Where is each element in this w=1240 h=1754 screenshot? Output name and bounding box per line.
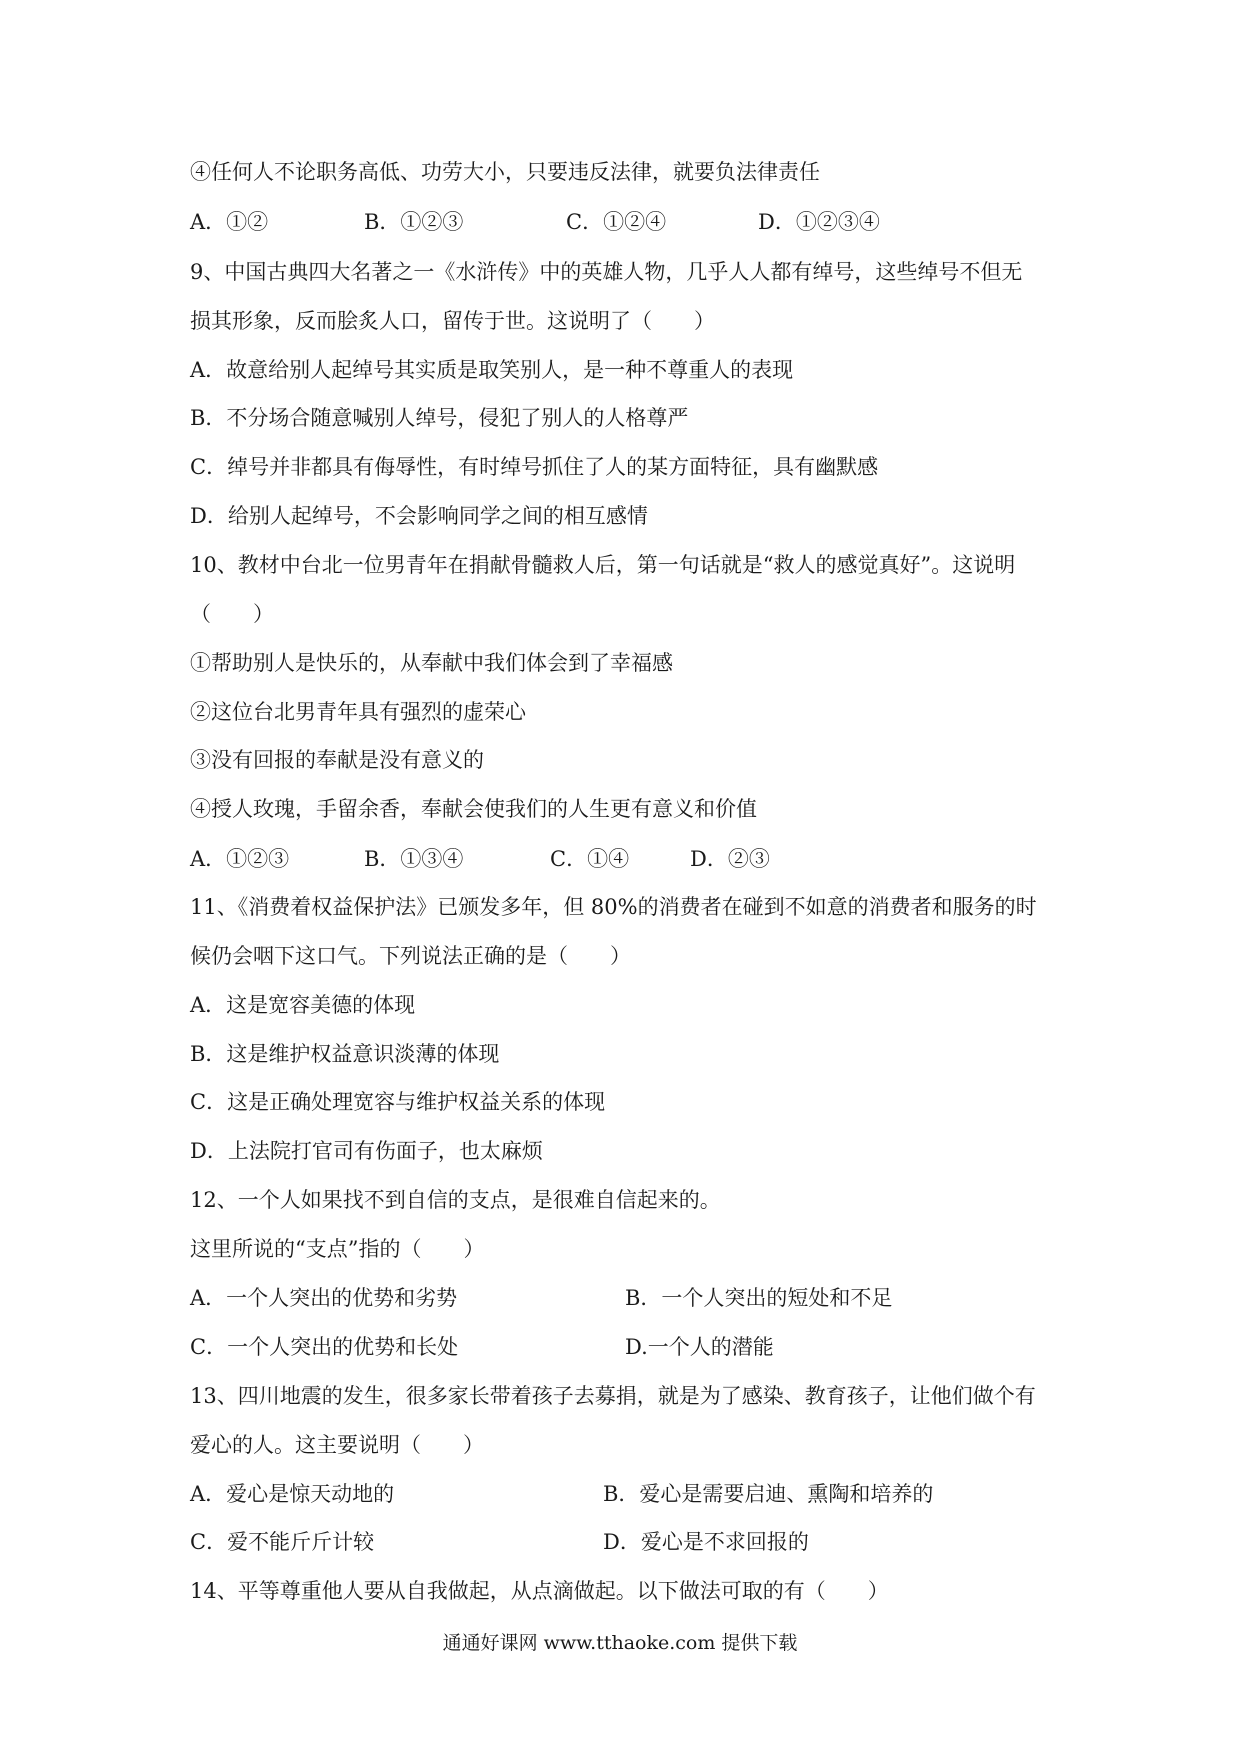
q10-item-2: ②这位台北男青年具有强烈的虚荣心: [190, 700, 526, 724]
page-footer: 通通好课网 www.tthaoke.com 提供下载: [442, 1632, 798, 1654]
q14-stem-line1: 14、平等尊重他人要从自我做起，从点滴做起。以下做法可取的有（ ）: [190, 1579, 889, 1603]
q8-option-a: A．①②: [190, 210, 269, 234]
q11-stem-line2: 候仍会咽下这口气。下列说法正确的是（ ）: [190, 944, 631, 968]
q8-option-c: C．①②④: [566, 210, 667, 234]
q10-option-b: B．①③④: [364, 847, 464, 871]
q12-stem-line2: 这里所说的“支点”指的（ ）: [190, 1237, 485, 1261]
q11-stem-line1: 11、《消费着权益保护法》已颁发多年，但 80%的消费者在碰到不如意的消费者和服务的时: [190, 895, 1037, 919]
q10-stem-line1: 10、教材中台北一位男青年在捐献骨髓救人后，第一句话就是“救人的感觉真好”。这说明: [190, 553, 1016, 577]
q10-item-3: ③没有回报的奉献是没有意义的: [190, 748, 484, 772]
q8-option-d: D．①②③④: [758, 210, 880, 234]
q9-option-a: A．故意给别人起绰号其实质是取笑别人，是一种不尊重人的表现: [190, 358, 794, 382]
q13-stem-line1: 13、四川地震的发生，很多家长带着孩子去募捐，就是为了感染、教育孩子，让他们做个有: [190, 1384, 1036, 1408]
q11-option-a: A．这是宽容美德的体现: [190, 993, 416, 1017]
q10-option-d: D．②③: [690, 847, 770, 871]
q11-option-b: B．这是维护权益意识淡薄的体现: [190, 1042, 500, 1066]
q12-option-a: A．一个人突出的优势和劣势: [190, 1286, 458, 1310]
q12-stem-line1: 12、一个人如果找不到自信的支点，是很难自信起来的。: [190, 1188, 721, 1212]
q13-option-d: D．爱心是不求回报的: [603, 1530, 809, 1554]
q9-stem-line2: 损其形象，反而脍炙人口，留传于世。这说明了（ ）: [190, 309, 715, 333]
q8-item-4: ④任何人不论职务高低、功劳大小，只要违反法律，就要负法律责任: [190, 160, 820, 184]
q10-option-a: A．①②③: [190, 847, 290, 871]
q13-option-c: C．爱不能斤斤计较: [190, 1530, 375, 1554]
q9-stem-line1: 9、中国古典四大名著之一《水浒传》中的英雄人物，几乎人人都有绰号，这些绰号不但无: [190, 260, 1023, 284]
q10-item-1: ①帮助别人是快乐的，从奉献中我们体会到了幸福感: [190, 651, 673, 675]
q13-option-b: B．爱心是需要启迪、熏陶和培养的: [603, 1482, 934, 1506]
q12-option-c: C．一个人突出的优势和长处: [190, 1335, 459, 1359]
q13-stem-line2: 爱心的人。这主要说明（ ）: [190, 1433, 484, 1457]
q11-option-c: C．这是正确处理宽容与维护权益关系的体现: [190, 1090, 606, 1114]
q10-stem-line2: （ ）: [190, 602, 274, 626]
q11-option-d: D．上法院打官司有伤面子，也太麻烦: [190, 1139, 543, 1163]
q12-option-d: D.一个人的潜能: [625, 1335, 774, 1359]
q9-option-b: B．不分场合随意喊别人绰号，侵犯了别人的人格尊严: [190, 406, 689, 430]
q10-item-4: ④授人玫瑰，手留余香，奉献会使我们的人生更有意义和价值: [190, 797, 757, 821]
q9-option-c: C．绰号并非都具有侮辱性，有时绰号抓住了人的某方面特征，具有幽默感: [190, 455, 879, 479]
q8-option-b: B．①②③: [364, 210, 464, 234]
q13-option-a: A．爱心是惊天动地的: [190, 1482, 395, 1506]
q12-option-b: B．一个人突出的短处和不足: [625, 1286, 893, 1310]
q9-option-d: D．给别人起绰号，不会影响同学之间的相互感情: [190, 504, 648, 528]
q10-option-c: C．①④: [550, 847, 630, 871]
